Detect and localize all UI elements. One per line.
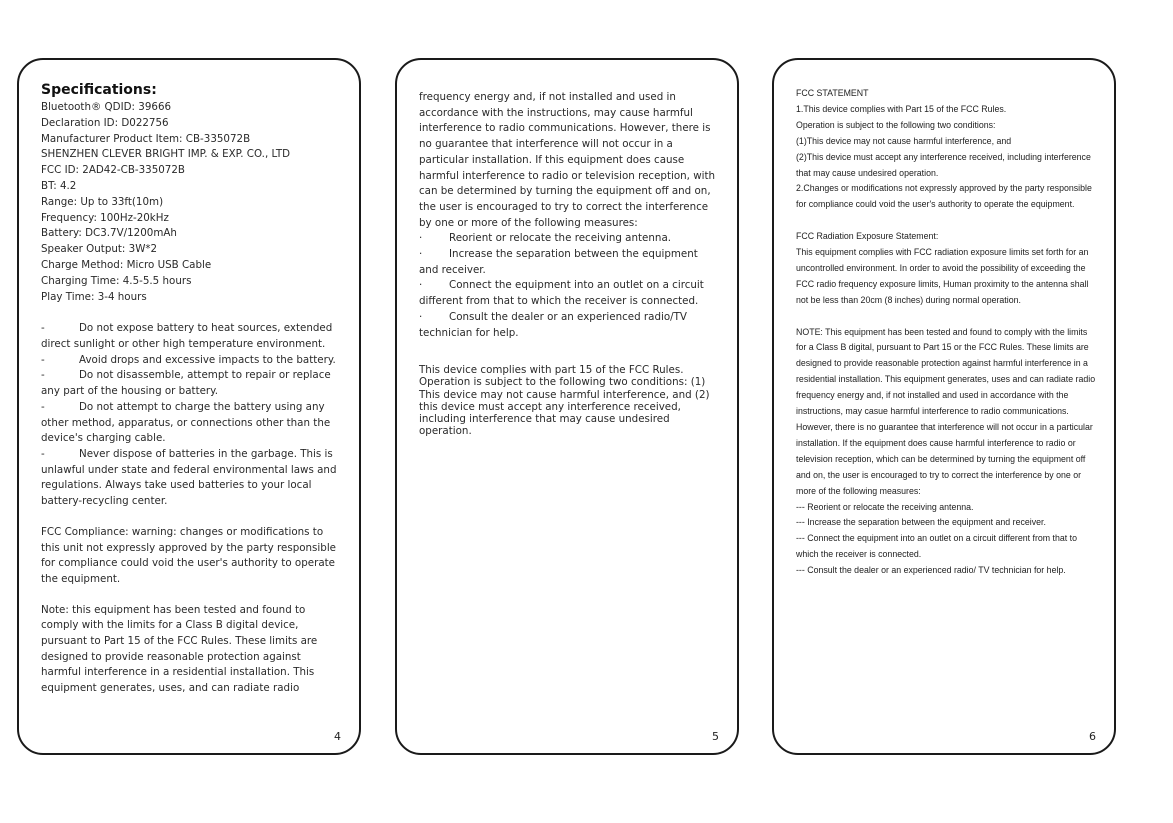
dot-marker: · [419, 232, 423, 245]
dot-marker: · [419, 279, 423, 292]
statement-line: (2)This device must accept any interference received, including interference that may cause undesired operation. [796, 151, 1091, 178]
warning-item [41, 368, 341, 399]
dash-marker: - [41, 447, 45, 460]
spec-line: Charging Time: 4.5-5.5 hours [41, 274, 192, 287]
page-number: 5 [712, 730, 719, 743]
warning-item [41, 321, 341, 352]
part15-paragraph: This device complies with part 15 of the FCC Rules. Operation is subject to the following two conditions: (1) This device may not cause harmful interference, and (2) this device must accept any interference received, including interference that may cause undesired operation. [419, 364, 710, 438]
measure-line: --- Connect the equipment into an outlet on a circuit different from that to which the receiver is connected. [796, 533, 1078, 560]
warning-text: Never dispose of batteries in the garbage. This is unlawful under state and federal environmental laws and regulations. Always take used batteries to your local battery-recycling center. [41, 447, 337, 508]
manual-page-5 [395, 58, 739, 755]
measure-text: Increase the separation between the equipment and receiver. [419, 248, 698, 276]
radiation-heading: FCC Radiation Exposure Statement: [796, 231, 939, 242]
spec-line: Declaration ID: D022756 [41, 116, 169, 129]
spec-line: Manufacturer Product Item: CB-335072B [41, 132, 251, 145]
measure-text: Connect the equipment into an outlet on a circuit different from that to which the receiver is connected. [419, 279, 704, 308]
battery-warnings [41, 321, 341, 509]
fcc-note-paragraph: Note: this equipment has been tested and found to comply with the limits for a Class B digital device, pursuant to Part 15 of the FCC Rules. These limits are designed to provide reasonable protection against harmful interference in a residential installation. This equipment generates, uses, and can radiate radio [41, 603, 318, 695]
spec-line: FCC ID: 2AD42-CB-335072B [41, 164, 185, 177]
warning-text: Do not disassemble, attempt to repair or replace any part of the housing or battery. [41, 369, 331, 398]
measure-item [419, 278, 719, 309]
warning-text: Avoid drops and excessive impacts to the battery. [79, 353, 336, 366]
spec-line: Bluetooth® QDID: 39666 [41, 101, 172, 113]
measure-line: --- Reorient or relocate the receiving antenna. [796, 501, 974, 512]
fcc-statement-heading: FCC STATEMENT [796, 88, 869, 98]
spec-line: Battery: DC3.7V/1200mAh [41, 227, 177, 240]
fcc-compliance-paragraph: FCC Compliance: warning: changes or modifications to this unit not expressly approved by the party responsible for compliance could void the user's authority to operate the equipment. [41, 525, 337, 585]
page-4-content [41, 82, 341, 697]
manual-page-6 [772, 58, 1116, 755]
measure-text: Consult the dealer or an experienced radio/TV technician for help. [419, 310, 687, 339]
specifications-heading: Specifications: [41, 82, 157, 98]
manual-page-4 [17, 58, 361, 755]
warning-text: Do not expose battery to heat sources, extended direct sunlight or other high temperature environment. [41, 322, 333, 351]
spec-line: Play Time: 3-4 hours [41, 290, 147, 303]
spec-list [41, 100, 341, 305]
statement-line: 1.This device complies with Part 15 of the FCC Rules. [796, 103, 1007, 114]
measure-text: Reorient or relocate the receiving antenna. [449, 232, 672, 245]
measure-item [419, 247, 719, 278]
dash-marker: - [41, 369, 45, 382]
measure-line: --- Consult the dealer or an experienced radio/ TV technician for help. [796, 565, 1066, 576]
spec-line: SHENZHEN CLEVER BRIGHT IMP. & EXP. CO., LTD [41, 148, 291, 161]
radiation-paragraph: This equipment complies with FCC radiation exposure limits set forth for an uncontrolled environment. In order to avoid the possibility of exceeding the FCC radio frequency exposure limits, Human proximity to the antenna shall not be less than 20cm (8 inches) during normal operation. [796, 247, 1089, 305]
fcc-note-paragraph: NOTE: This equipment has been tested and found to comply with the limits for a Class B digital, pursuant to Part 15 or the FCC Rules. These limits are designed to provide reasonable protection against harmful interference in a residential installation. This equipment generates, uses and can radiate radio frequency energy and, if not installed and used in accordance with the instructions, may casue harmful interference to radio communications. However, there is no guarantee that interference will not occur in a particular installation. If the equipment does cause harmful interference to radio or television reception, which can be determined by turning the equipment off and on, the user is encouraged to try to correct the interference by one or more of the following measures: [796, 326, 1096, 496]
spec-line: BT: 4.2 [41, 179, 77, 192]
statement-line: (1)This device may not cause harmful interference, and [796, 135, 1012, 146]
page-number: 6 [1089, 730, 1096, 743]
page-5-content [419, 90, 719, 437]
warning-item [41, 353, 341, 369]
page-number: 4 [334, 730, 341, 743]
statement-line: 2.Changes or modifications not expressly approved by the party responsible for compliance could void the user's authority to operate the equipment. [796, 183, 1092, 210]
warning-item [41, 447, 341, 510]
statement-line: Operation is subject to the following two conditions: [796, 119, 996, 130]
measures-list [419, 231, 719, 341]
dash-marker: - [41, 322, 45, 335]
spec-line: Frequency: 100Hz-20kHz [41, 211, 169, 224]
dash-marker: - [41, 400, 45, 413]
spec-line: Speaker Output: 3W*2 [41, 243, 158, 256]
interference-paragraph: frequency energy and, if not installed and used in accordance with the instructions, may cause harmful interference to radio communications. However, there is no guarantee that interference will not occur in a particular installation. If this equipment does cause harmful interference to radio or television reception, with can be determined by turning the equipment off and on, the user is encouraged to try to correct the interference by one or more of the following measures: [419, 91, 716, 229]
spec-line: Charge Method: Micro USB Cable [41, 258, 212, 271]
dot-marker: · [419, 248, 423, 261]
warning-item [41, 400, 341, 447]
page-6-content [796, 86, 1096, 579]
dash-marker: - [41, 353, 45, 366]
dot-marker: · [419, 310, 423, 323]
measure-line: --- Increase the separation between the equipment and receiver. [796, 517, 1046, 528]
measure-item [419, 231, 719, 247]
warning-text: Do not attempt to charge the battery using any other method, apparatus, or connections other than the device's charging cable. [41, 400, 331, 445]
spec-line: Range: Up to 33ft(10m) [41, 195, 164, 208]
measure-item [419, 310, 719, 341]
